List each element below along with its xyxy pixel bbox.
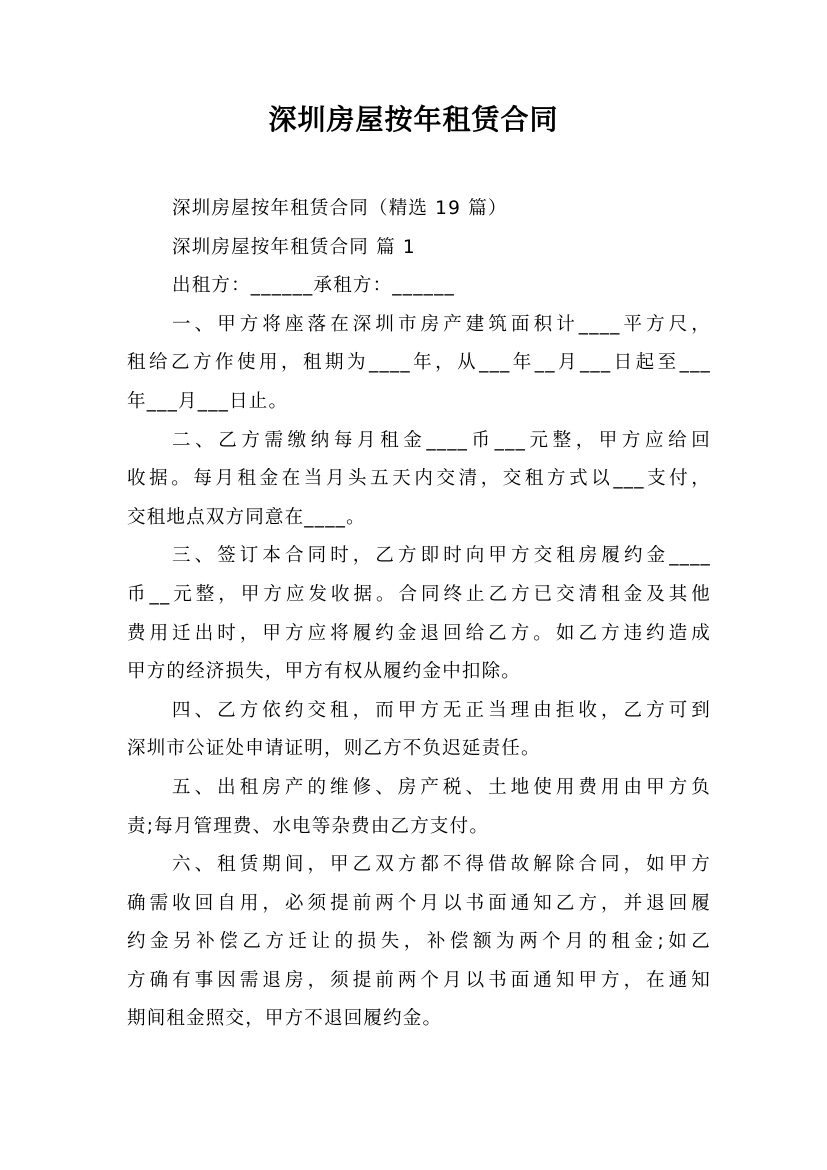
- document-line: 六、租赁期间，甲乙双方都不得借故解除合同，如甲方: [172, 854, 711, 876]
- document-line: 二、乙方需缴纳每月租金____币___元整，甲方应给回: [172, 429, 711, 451]
- document-line: 深圳房屋按年租赁合同 篇 1: [172, 236, 416, 258]
- document-line: 确需收回自用，必须提前两个月以书面通知乙方，并退回履: [127, 892, 711, 914]
- document-line: 收据。每月租金在当月头五天内交清，交租方式以___支付，: [127, 468, 711, 490]
- document-line: 费用迁出时，甲方应将履约金退回给乙方。如乙方违约造成: [127, 622, 711, 644]
- document-line: 币__元整，甲方应发收据。合同终止乙方已交清租金及其他: [127, 583, 711, 605]
- document-line: 五、出租房产的维修、房产税、土地使用费用由甲方负: [172, 776, 711, 798]
- document-body: [127, 190, 711, 1039]
- document-line: 四、乙方依约交租，而甲方无正当理由拒收，乙方可到: [172, 699, 711, 721]
- document-line: 出租方：______承租方：______: [172, 275, 456, 297]
- document-line: 交租地点双方同意在____。: [127, 506, 366, 528]
- document-line: 方确有事因需退房，须提前两个月以书面通知甲方，在通知: [127, 969, 711, 991]
- document-line: 责;每月管理费、水电等杂费由乙方支付。: [127, 815, 490, 837]
- document-line: 深圳房屋按年租赁合同（精选 19 篇）: [172, 198, 508, 219]
- document-line: 租给乙方作使用，租期为____年，从___年__月___日起至___: [127, 352, 711, 374]
- document-line: 期间租金照交，甲方不退回履约金。: [127, 1008, 443, 1030]
- document-line: 一、甲方将座落在深圳市房产建筑面积计____平方尺，: [172, 313, 711, 335]
- document-line: 深圳市公证处申请证明，则乙方不负迟延责任。: [127, 738, 541, 760]
- document-line: 约金另补偿乙方迁让的损失，补偿额为两个月的租金;如乙: [127, 931, 711, 953]
- document-title: 深圳房屋按年租赁合同: [268, 103, 559, 136]
- document-line: 年___月___日止。: [127, 390, 289, 412]
- document-line: 甲方的经济损失，甲方有权从履约金中扣除。: [127, 661, 522, 683]
- document-line: 三、签订本合同时，乙方即时向甲方交租房履约金____: [172, 545, 711, 567]
